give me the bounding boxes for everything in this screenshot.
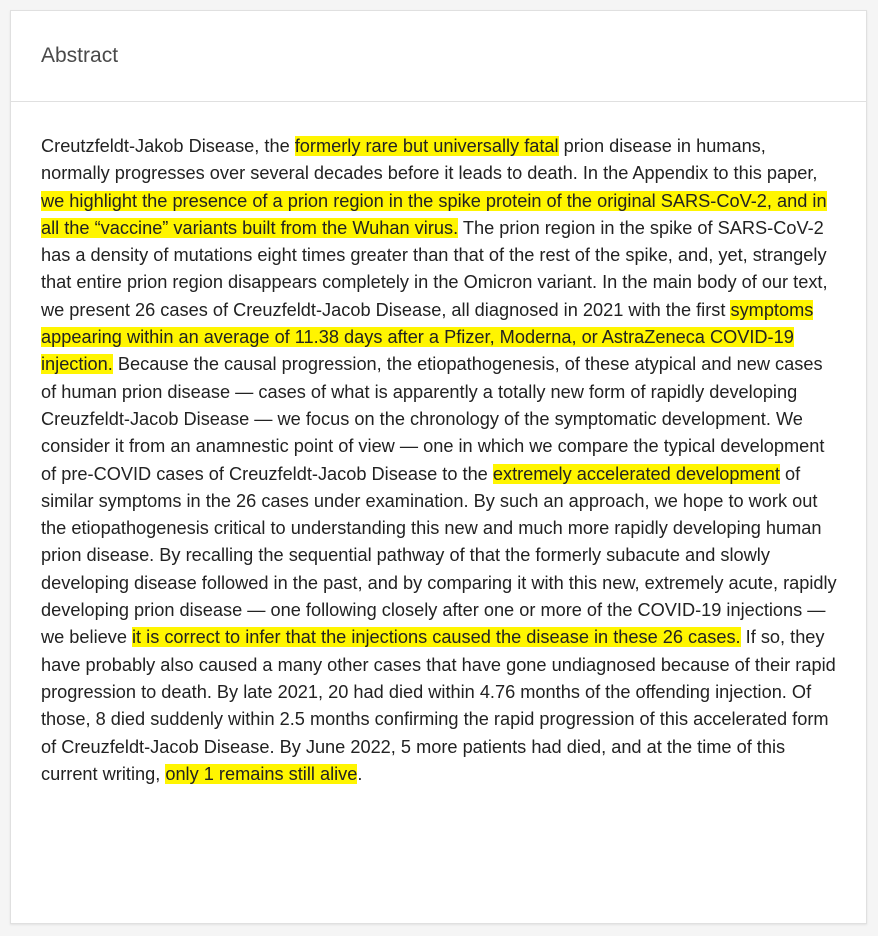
card-body: [11, 102, 866, 788]
highlighted-text-segment: extremely accelerated development: [492, 463, 780, 484]
abstract-paragraph: [41, 133, 838, 788]
abstract-text-segment: Because the causal progression, the etiopathogenesis, of these atypical and new cases of human prion disease — cases of what is apparently a totally new form of rapidly developing Creuzfeldt-Jacob Disease — we focus on the chronology of the symptomatic development. We consider it from an anamnestic point of view — one in which we compare the typical development of pre-COVID cases of Creuzfeldt-Jacob Disease to the: [41, 354, 825, 484]
abstract-text-segment: prion disease in humans, normally progresses over several decades before it leads to death. In the Appendix to this paper,: [41, 136, 818, 184]
abstract-text-segment: The prion region in the spike of SARS-CoV-2 has a density of mutations eight times greater than that of the rest of the spike, and, yet, strangely that entire prion region disappears completely in the Omicron variant. In the main body of our text, we present 26 cases of Creuzfeldt-Jacob Disease, all diagnosed in 2021 with the first: [41, 217, 828, 320]
highlighted-text-segment: it is correct to infer that the injections caused the disease in these 26 cases.: [132, 627, 741, 648]
abstract-text-segment: Creutzfeldt-Jakob Disease, the: [41, 136, 295, 156]
abstract-card: [10, 10, 867, 924]
section-title: Abstract: [41, 44, 119, 67]
abstract-text-segment: .: [357, 763, 363, 784]
highlighted-text-segment: symptoms appearing within an average of 11.38 days after a Pfizer, Moderna, or AstraZeneca COVID-19 injection.: [41, 299, 814, 375]
highlighted-text-segment: formerly rare but universally fatal: [294, 136, 559, 156]
highlighted-text-segment: only 1 remains still alive: [165, 763, 358, 784]
highlighted-text-segment: we highlight the presence of a prion region in the spike protein of the original SARS-CoV-2, and in all the “vaccine” variants built from the Wuhan virus.: [41, 190, 827, 238]
card-header: [11, 11, 866, 102]
abstract-text-segment: of similar symptoms in the 26 cases under examination. By such an approach, we hope to work out the etiopathogenesis critical to understanding this new and much more rapidly developing human prion disease. By recalling the sequential pathway of that the formerly subacute and slowly developing disease followed in the past, and by comparing it with this new, extremely acute, rapidly developing prion disease — one following closely after one or more of the COVID-19 injections — we believe: [41, 463, 837, 648]
abstract-text-segment: If so, they have probably also caused a many other cases that have gone undiagnosed because of their rapid progression to death. By late 2021, 20 had died within 4.76 months of the offending injection. Of those, 8 died suddenly within 2.5 months confirming the rapid progression of this accelerated form of Creuzfeldt-Jacob Disease. By June 2022, 5 more patients had died, and at the time of this current writing,: [41, 627, 836, 784]
